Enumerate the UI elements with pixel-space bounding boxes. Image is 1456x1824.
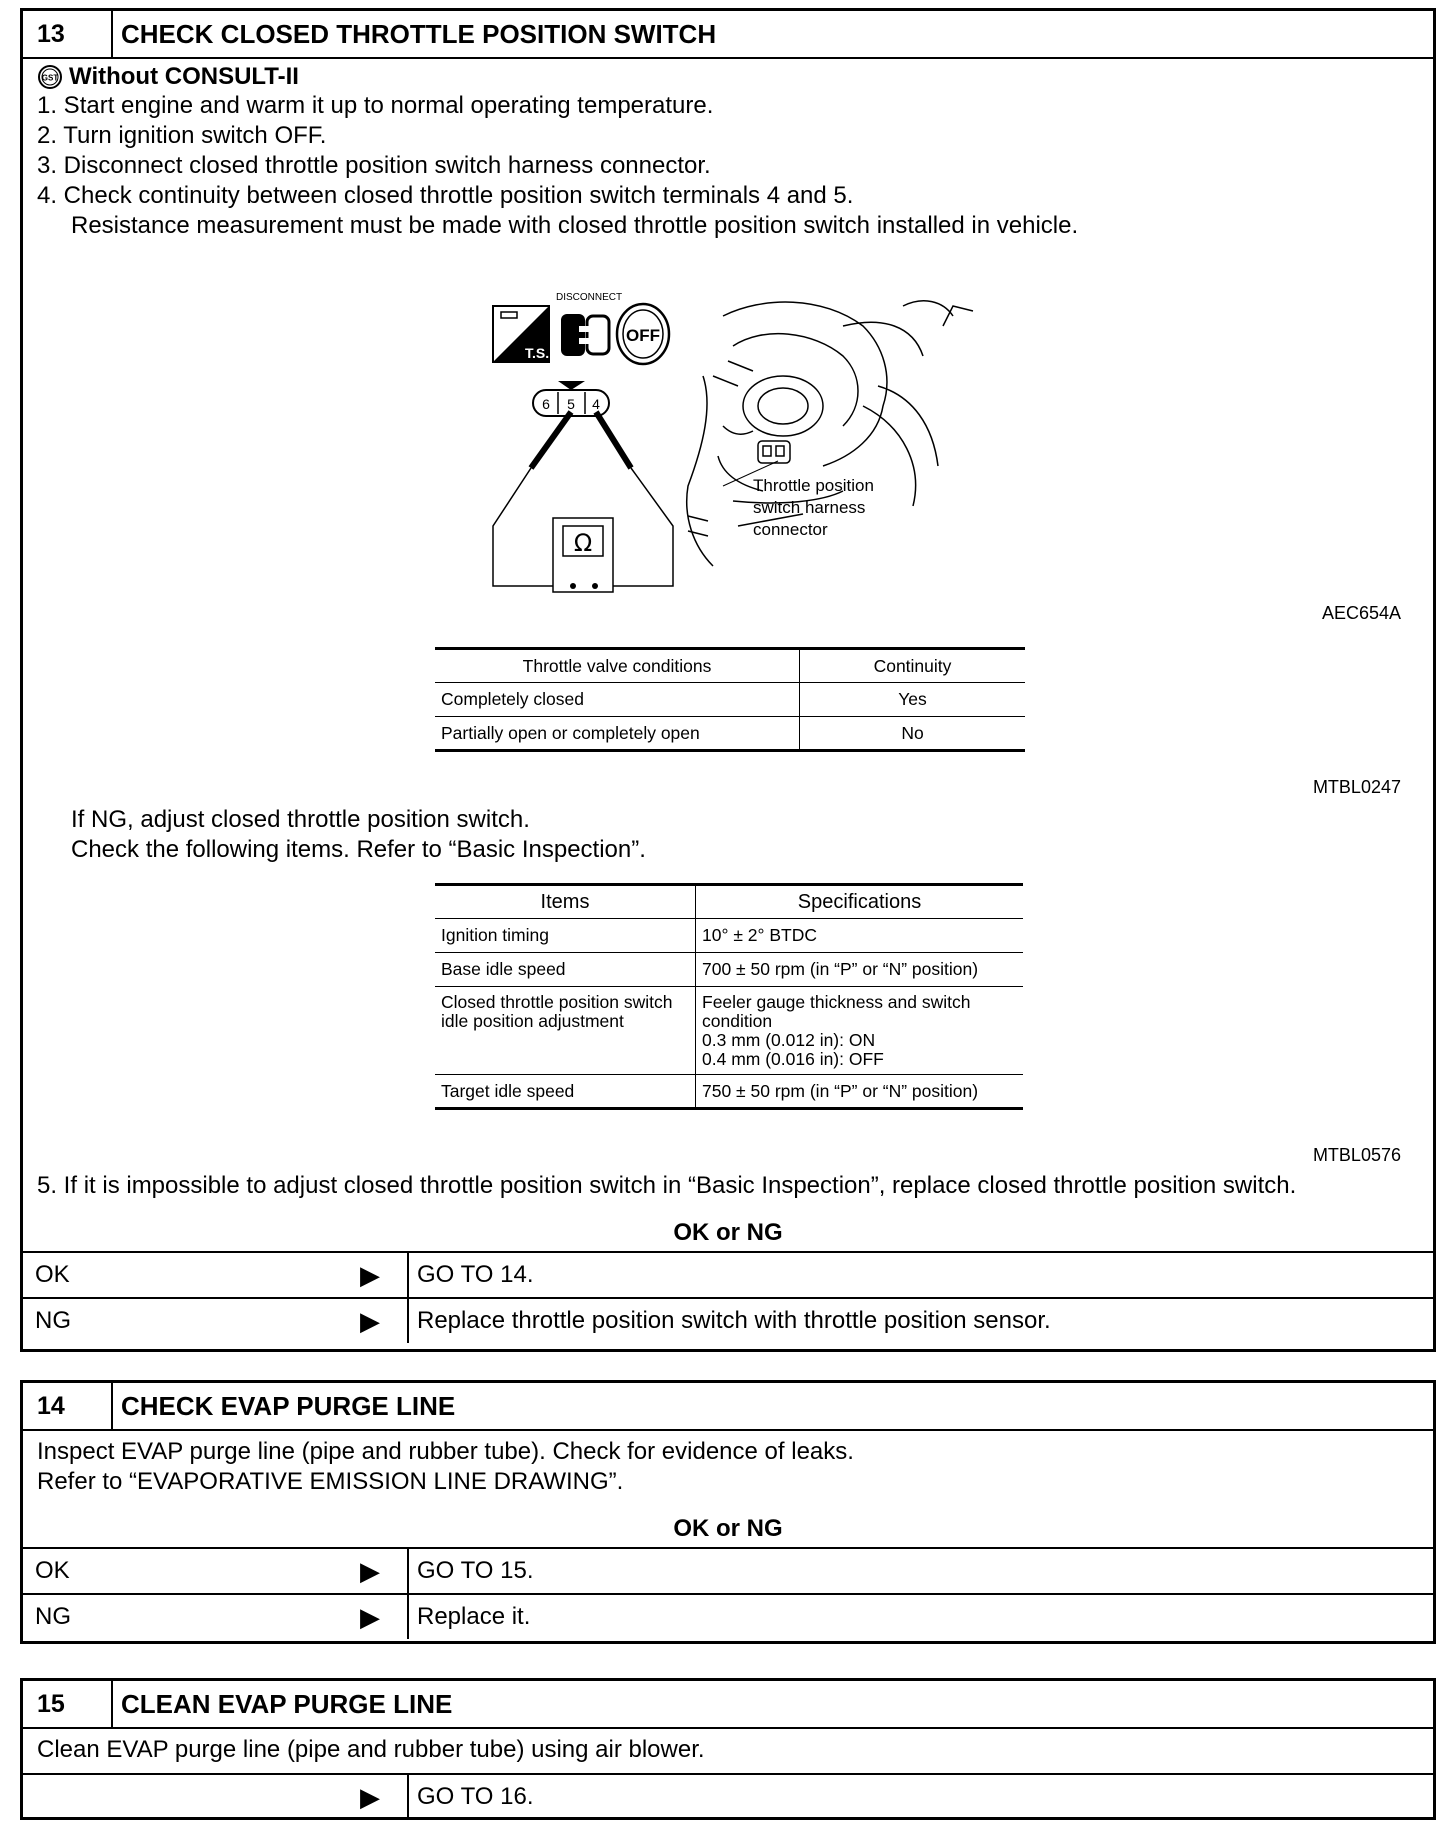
table-row	[435, 987, 1023, 1075]
ignition-off-icon	[617, 304, 669, 364]
step-13-box	[20, 8, 1436, 1352]
svg-text:DISCONNECT: DISCONNECT	[556, 292, 623, 303]
result-key: NG	[35, 1603, 71, 1630]
instruction-2: 2. Turn ignition switch OFF.	[37, 122, 327, 149]
step-title: CHECK EVAP PURGE LINE	[121, 1390, 456, 1421]
result-action: Replace throttle position switch with throttle position sensor.	[417, 1307, 1051, 1334]
table-row	[435, 919, 1023, 953]
svg-text:OFF: OFF	[626, 326, 660, 345]
instruction-list	[37, 91, 1417, 241]
instruction-3: 3. Disconnect closed throttle position switch harness connector.	[37, 152, 711, 179]
step-number: 15	[23, 1681, 113, 1727]
result-action: GO TO 15.	[417, 1557, 534, 1584]
table-cell: No	[901, 722, 924, 743]
svg-text:5: 5	[567, 396, 575, 412]
instruction-note: Resistance measurement must be made with closed throttle position switch installed in vehicle.	[71, 212, 1079, 239]
ts-icon	[493, 306, 549, 362]
table-cell: Completely closed	[435, 683, 800, 717]
step-15-header	[23, 1681, 1433, 1729]
spec-line: 0.3 mm (0.012 in): ON	[702, 1030, 876, 1050]
table-cell: 750 ± 50 rpm (in “P” or “N” position)	[702, 1080, 979, 1101]
harness-connector-terminals	[533, 381, 609, 416]
step-15-box	[20, 1678, 1436, 1820]
table-row	[435, 953, 1023, 987]
result-row	[23, 1773, 1433, 1819]
table-row	[435, 885, 1023, 919]
result-key: NG	[35, 1307, 71, 1334]
step-title: CLEAN EVAP PURGE LINE	[121, 1688, 453, 1719]
step-number: 13	[23, 11, 113, 57]
svg-text:6: 6	[542, 396, 550, 412]
arrow-right-icon: ▶	[333, 1775, 409, 1819]
result-action: GO TO 16.	[417, 1783, 534, 1810]
arrow-right-icon: ▶	[333, 1549, 409, 1593]
arrow-right-icon: ▶	[333, 1253, 409, 1297]
table-header: Throttle valve conditions	[435, 649, 800, 683]
result-row-ok	[23, 1251, 1433, 1297]
continuity-table	[435, 647, 1025, 752]
step-14-line-1: Inspect EVAP purge line (pipe and rubber tube). Check for evidence of leaks.	[37, 1438, 854, 1465]
instruction-5: 5. If it is impossible to adjust closed throttle position switch in “Basic Inspection”, replace closed throttle position switch.	[37, 1172, 1297, 1199]
throttle-body-illustration	[687, 301, 973, 566]
continuity-table-ref: MTBL0247	[1312, 777, 1401, 797]
step-number: 14	[23, 1383, 113, 1429]
svg-text:GST: GST	[41, 73, 59, 83]
result-key: OK	[35, 1261, 70, 1288]
step-14-header	[23, 1383, 1433, 1431]
continuity-check-figure	[483, 286, 1003, 596]
mode-heading	[37, 63, 299, 91]
table-cell: Yes	[898, 689, 927, 709]
arrow-right-icon: ▶	[333, 1595, 409, 1639]
result-rows	[23, 1547, 1433, 1639]
table-cell: Closed throttle position switch idle position adjustment	[435, 987, 696, 1075]
ok-or-ng-label: OK or NG	[673, 1219, 783, 1246]
step-13-header	[23, 11, 1433, 59]
svg-text:4: 4	[592, 396, 600, 412]
specification-table	[435, 883, 1023, 1110]
result-rows	[23, 1773, 1433, 1819]
instruction-1: 1. Start engine and warm it up to normal operating temperature.	[37, 92, 714, 119]
ng-line-2: Check the following items. Refer to “Basic Inspection”.	[71, 836, 646, 863]
callout-line-1: Throttle position	[753, 476, 874, 495]
step-14-box	[20, 1380, 1436, 1644]
spec-table-ref: MTBL0576	[1312, 1145, 1401, 1165]
table-cell: 10° ± 2° BTDC	[702, 925, 818, 945]
step-15-text: Clean EVAP purge line (pipe and rubber tube) using air blower.	[37, 1736, 705, 1763]
table-cell	[696, 987, 1024, 1075]
result-key	[23, 1775, 333, 1819]
table-cell: 700 ± 50 rpm (in “P” or “N” position)	[702, 959, 979, 979]
result-rows	[23, 1251, 1433, 1343]
table-cell: Partially open or completely open	[435, 717, 800, 751]
step-14-text	[37, 1437, 854, 1497]
result-row-ng	[23, 1593, 1433, 1639]
ng-instructions	[71, 805, 646, 865]
spec-line: Feeler gauge thickness and switch condition	[702, 992, 971, 1031]
mode-label: Without CONSULT-II	[69, 63, 299, 90]
result-action: GO TO 14.	[417, 1261, 534, 1288]
instruction-4: 4. Check continuity between closed throttle position switch terminals 4 and 5.	[37, 182, 854, 209]
ohmmeter-icon	[553, 518, 613, 592]
table-header: Continuity	[873, 655, 952, 676]
table-cell: Target idle speed	[435, 1075, 696, 1109]
table-cell: Base idle speed	[435, 953, 696, 987]
ok-or-ng-label: OK or NG	[673, 1515, 783, 1542]
spec-line: 0.4 mm (0.016 in): OFF	[702, 1049, 884, 1069]
disconnect-icon	[556, 292, 622, 356]
ng-line-1: If NG, adjust closed throttle position switch.	[71, 806, 530, 833]
result-row-ok	[23, 1547, 1433, 1593]
svg-text:Ω: Ω	[573, 529, 593, 557]
callout-line-2: switch harness	[753, 498, 866, 517]
svg-text:T.S.: T.S.	[525, 345, 550, 361]
result-key: OK	[35, 1557, 70, 1584]
table-row	[435, 683, 1025, 717]
result-action: Replace it.	[417, 1603, 531, 1630]
table-row	[435, 717, 1025, 751]
table-header: Items	[435, 885, 696, 919]
table-row	[435, 649, 1025, 683]
table-cell: Ignition timing	[435, 919, 696, 953]
step-14-line-2: Refer to “EVAPORATIVE EMISSION LINE DRAWING”.	[37, 1468, 624, 1495]
result-row-ng	[23, 1297, 1433, 1343]
gst-icon	[37, 64, 63, 90]
figure-ref: AEC654A	[1321, 603, 1401, 623]
step-title: CHECK CLOSED THROTTLE POSITION SWITCH	[121, 18, 717, 49]
table-header: Specifications	[797, 890, 922, 913]
arrow-right-icon: ▶	[333, 1299, 409, 1343]
callout-line-3: connector	[753, 520, 828, 539]
table-row	[435, 1075, 1023, 1109]
